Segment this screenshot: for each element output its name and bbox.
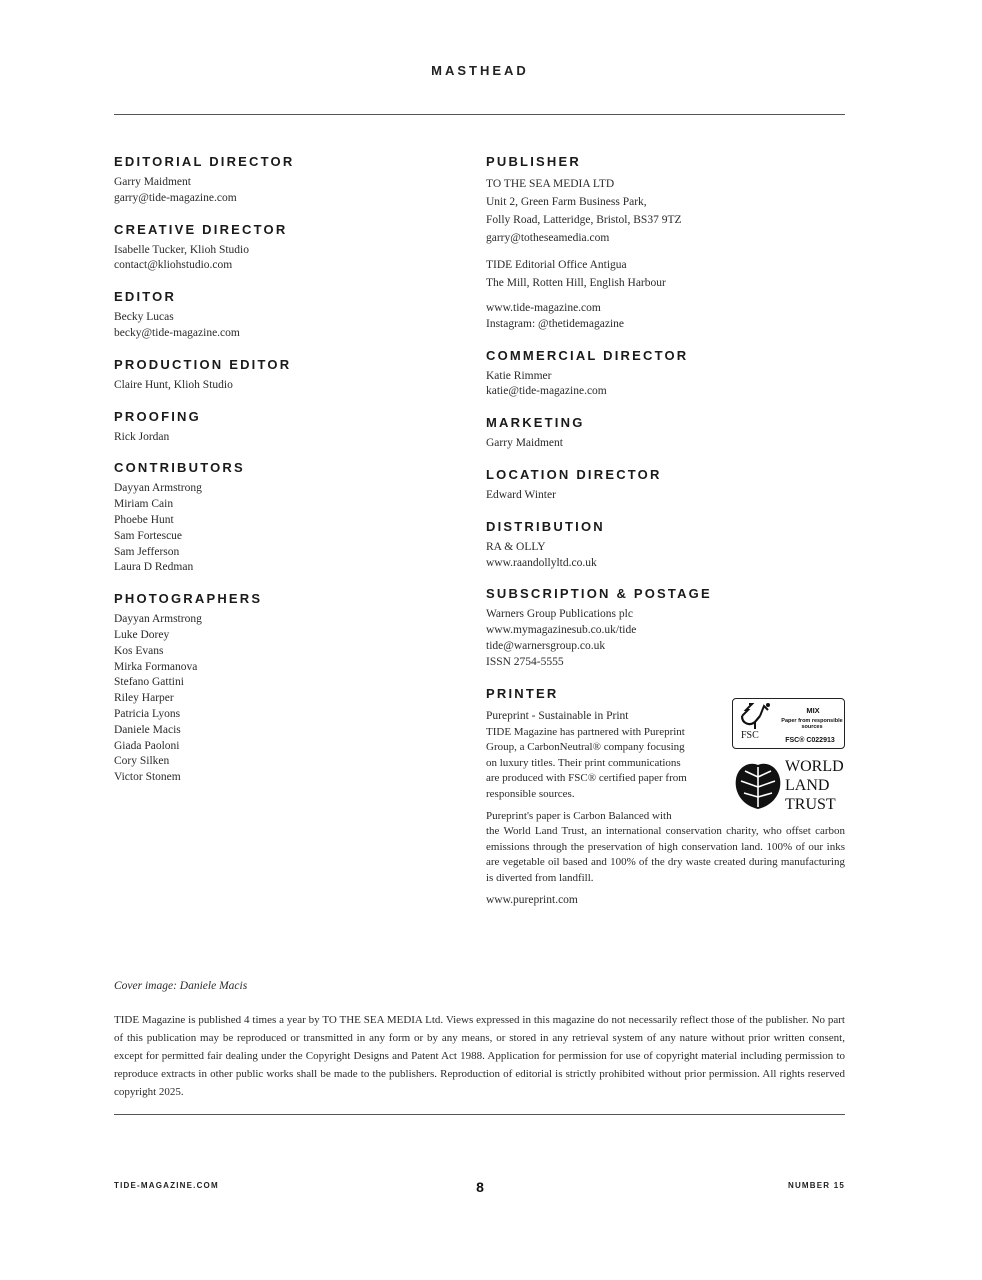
list-item: Mirka Formanova [114,660,198,673]
list-item: Sam Jefferson [114,545,180,558]
list-item: Miriam Cain [114,498,174,511]
section-heading: MARKETING [486,415,585,431]
section-heading: PUBLISHER [486,154,581,169]
email-text: garry@tide-magazine.com [114,191,237,204]
person-name: Claire Hunt, Klioh Studio [114,378,233,391]
section-heading: CONTRIBUTORS [114,460,245,476]
address-line: Unit 2, Green Farm Business Park, [486,196,647,208]
cover-credit: Cover image: Daniele Macis [114,980,248,992]
printer-paragraph-2: the World Land Trust, an international conservation charity, who offset carbon emissions through the preservation of high conservation land. 100% of our inks are vegetable oil based and 100% of the dry waste created during manufacturing is diverted from landfill. [486,825,845,884]
website-text: www.mymagazinesub.co.uk/tide [486,624,637,637]
text-line: responsible sources. [486,787,575,800]
left-column [114,154,444,801]
person-name: Katie Rimmer [486,369,552,382]
company-name: TO THE SEA MEDIA LTD [486,178,615,190]
email-text: contact@kliohstudio.com [114,259,233,272]
section-heading: DISTRIBUTION [486,518,605,534]
wlt-line: WORLD [785,758,844,775]
list-item: Dayyan Armstrong [114,482,202,495]
section-contributors [114,460,444,576]
wlt-text [785,757,844,814]
person-name: Becky Lucas [114,311,174,324]
list-item: Laura D Redman [114,561,194,574]
spacer [486,292,845,301]
company-name: Warners Group Publications plc [486,608,633,621]
section-editor [114,289,444,342]
section-heading: CREATIVE DIRECTOR [114,221,288,237]
list-item: Luke Dorey [114,628,170,641]
page-number: 8 [476,1179,484,1195]
person-name: Rick Jordan [114,430,170,443]
section-heading: PROOFING [114,408,201,424]
website-text: www.pureprint.com [486,893,578,906]
bottom-divider [114,1114,845,1115]
fsc-license-code: FSC® C022913 [785,737,835,744]
footer-website: TIDE-MAGAZINE.COM [114,1181,219,1190]
spacer [486,247,845,256]
list-item: Kos Evans [114,644,164,657]
world-land-trust-logo [732,758,852,814]
list-item: Sam Fortescue [114,529,183,542]
company-name: RA & OLLY [486,540,546,553]
section-proofing [114,409,444,446]
section-location-director [486,467,845,504]
email-text: becky@tide-magazine.com [114,326,240,339]
section-marketing [486,415,845,452]
person-name: Garry Maidment [486,437,563,450]
fsc-mix-label: MIX [806,706,820,715]
website-text: www.raandollyltd.co.uk [486,556,597,569]
office-name: TIDE Editorial Office Antigua [486,259,627,271]
person-name: Isabelle Tucker, Klioh Studio [114,243,249,256]
text-line: Group, a CarbonNeutral® company focusing [486,741,685,754]
list-item: Phoebe Hunt [114,513,174,526]
section-production-editor [114,357,444,394]
section-heading: EDITORIAL DIRECTOR [114,154,295,169]
list-item: Victor Stonem [114,771,181,784]
top-divider [114,114,845,115]
section-editorial-director [114,154,444,207]
list-item: Riley Harper [114,692,174,705]
section-heading: SUBSCRIPTION & POSTAGE [486,586,712,602]
wlt-line: LAND [785,777,830,794]
section-subscription [486,586,845,670]
list-item: Stefano Gattini [114,676,184,689]
email-text: tide@warnersgroup.co.uk [486,639,606,652]
section-creative-director [114,222,444,275]
section-heading: COMMERCIAL DIRECTOR [486,347,689,363]
fsc-sub-label: Paper from responsible sources [781,718,843,730]
person-name: Garry Maidment [114,176,191,188]
text-line: TIDE Magazine has partnered with Pureprint [486,725,685,738]
section-distribution [486,519,845,572]
text-line: on luxury titles. Their print communications [486,756,681,769]
list-item: Dayyan Armstrong [114,613,202,626]
footer-issue-number: NUMBER 15 [787,1181,845,1190]
leaf-icon [733,759,783,811]
person-name: Edward Winter [486,488,556,501]
section-heading: PRINTER [486,685,559,701]
email-text: garry@totheseamedia.com [486,232,610,244]
section-heading: EDITOR [114,289,177,305]
text-line: Pureprint's paper is Carbon Balanced with [486,809,672,822]
list-item: Patricia Lyons [114,707,181,720]
printer-paragraph-1 [486,725,726,803]
list-item: Daniele Macis [114,723,181,736]
text-line: are produced with FSC® certified paper from [486,772,687,785]
page-title: MASTHEAD [431,63,529,78]
website-text: www.tide-magazine.com [486,302,601,314]
email-text: katie@tide-magazine.com [486,385,607,398]
address-line: Folly Road, Latteridge, Bristol, BS37 9TZ [486,214,682,226]
printer-tagline: Pureprint - Sustainable in Print [486,709,629,722]
section-commercial-director [486,348,845,401]
section-photographers [114,591,444,786]
section-publisher [486,154,845,333]
legal-notice: TIDE Magazine is published 4 times a year by TO THE SEA MEDIA Ltd. Views expressed in this magazine do not necessarily reflect those of the publisher. No part of this publication may be reproduced or transmitted in any form or by any means, or stored in any retrieval system of any nature without prior written consent, except for permitted fair dealing under the Copyright Designs and Patent Act 1988. Application for permission for use of copyright material including permission to reproduce extracts in other public works shall be made to the publishers. Reproduction of editorial is strictly prohibited without prior permission. All rights reserved copyright 2025. [114,1014,845,1098]
list-item: Giada Paoloni [114,739,180,752]
section-heading: PRODUCTION EDITOR [114,356,292,372]
instagram-text: Instagram: @thetidemagazine [486,317,624,330]
section-heading: PHOTOGRAPHERS [114,591,263,607]
list-item: Cory Silken [114,755,170,768]
wlt-line: TRUST [785,796,836,813]
section-heading: LOCATION DIRECTOR [486,466,662,482]
fsc-tree-icon [738,702,772,730]
address-line: The Mill, Rotten Hill, English Harbour [486,277,666,289]
fsc-logo [732,698,845,749]
fsc-brand-text: FSC [741,730,759,741]
issn-text: ISSN 2754-5555 [486,655,564,668]
